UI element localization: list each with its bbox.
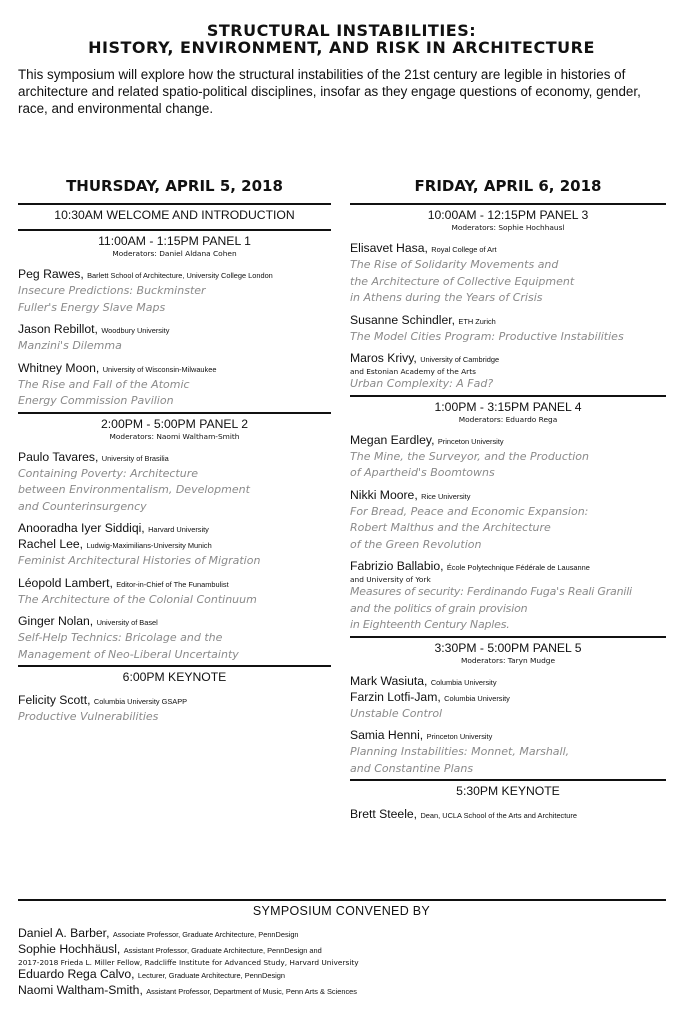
talk-title: Containing Poverty: Architecture between Environmentalism, Development and Counterinsurgency xyxy=(18,466,250,513)
speaker-name: Megan Eardley, xyxy=(350,432,435,447)
session-heading: 5:30PM KEYNOTE xyxy=(456,784,560,798)
speaker xyxy=(18,576,331,592)
speaker-affiliation: University of Brasilia xyxy=(101,453,169,463)
talk-title: Self-Help Technics: Bricolage and the Management of Neo-Liberal Uncertainty xyxy=(18,631,239,661)
speaker-name: Jason Rebillot, xyxy=(18,322,98,336)
talk-title: The Architecture of the Colonial Continuum xyxy=(18,592,257,606)
speaker xyxy=(350,488,666,504)
speaker-name: Brett Steele, xyxy=(350,807,418,821)
talk-title: The Rise and Fall of the Atomic Energy Commission Pavilion xyxy=(18,377,190,407)
speaker-name: Fabrizio Ballabio, xyxy=(350,559,444,573)
conveners-heading: SYMPOSIUM CONVENED BY xyxy=(252,904,431,918)
talk-title: For Bread, Peace and Economic Expansion: Robert Malthus and the Architecture of the Green Revolution xyxy=(350,504,589,551)
speaker-name: Rachel Lee, xyxy=(18,537,84,551)
speaker xyxy=(18,693,331,709)
speaker-name: Léopold Lambert, xyxy=(18,575,113,590)
speaker-name: Farzin Lotfi-Jam, xyxy=(350,689,441,704)
convener xyxy=(18,942,668,958)
speaker xyxy=(350,313,666,329)
session-heading: 6:00PM KEYNOTE xyxy=(122,670,227,684)
convener-name: Daniel A. Barber, xyxy=(18,926,110,940)
talk-title: The Mine, the Surveyor, and the Production of Apartheid's Boomtowns xyxy=(350,449,589,479)
thursday-column xyxy=(18,176,331,732)
speaker-name: Paulo Tavares, xyxy=(18,449,99,464)
speaker-name: Peg Rawes, xyxy=(18,267,84,281)
speaker-affiliation: École Polytechnique Fédérale de Lausanne xyxy=(446,563,590,572)
convener-name: Naomi Waltham-Smith, xyxy=(18,983,143,997)
speaker xyxy=(18,267,331,283)
convener-affiliation: Assistant Professor, Department of Music, Penn Arts & Sciences xyxy=(146,987,357,996)
speaker-affiliation: Dean, UCLA School of the Arts and Architecture xyxy=(420,811,577,820)
speaker-name: Maros Krivy, xyxy=(350,351,417,365)
speaker-affiliation: ETH Zurich xyxy=(458,316,496,326)
moderators: Moderators: Eduardo Rega xyxy=(458,414,558,424)
convener-affiliation: Lecturer, Graduate Architecture, PennDesign xyxy=(137,971,285,980)
conveners-list xyxy=(18,926,668,999)
speaker xyxy=(18,614,331,630)
talk-title: The Model Cities Program: Productive Instabilities xyxy=(350,329,624,343)
talk-title: Insecure Predictions: Buckminster Fuller's Energy Slave Maps xyxy=(18,284,206,314)
speaker-affiliation: Harvard University xyxy=(148,525,209,534)
convener-affiliation: 2017-2018 Frieda L. Miller Fellow, Radcliffe Institute for Advanced Study, Harvard University xyxy=(18,958,359,967)
talk-title: Productive Vulnerabilities xyxy=(18,710,159,723)
speaker xyxy=(350,559,666,575)
speaker-name: Nikki Moore, xyxy=(350,487,418,502)
session-heading: 3:30PM - 5:00PM PANEL 5 xyxy=(434,640,582,655)
speaker xyxy=(350,728,666,744)
convener xyxy=(18,926,668,942)
speaker-name: Mark Wasiuta, xyxy=(350,673,428,688)
speaker xyxy=(18,537,331,553)
speaker-name: Felicity Scott, xyxy=(18,693,91,707)
speaker-affiliation: Editor-in-Chief of The Funambulist xyxy=(116,579,229,589)
speaker-affiliation: University of Wisconsin-Milwaukee xyxy=(102,364,217,374)
day-heading: FRIDAY, APRIL 6, 2018 xyxy=(414,177,602,195)
moderators: Moderators: Daniel Aldana Cohen xyxy=(112,249,237,258)
speaker xyxy=(18,521,331,537)
speaker-affiliation: and Estonian Academy of the Arts xyxy=(350,367,476,376)
speaker xyxy=(350,674,666,690)
session-heading: 2:00PM - 5:00PM PANEL 2 xyxy=(101,416,248,431)
session-heading: 10:30AM WELCOME AND INTRODUCTION xyxy=(54,208,295,222)
convener-affiliation: Assistant Professor, Graduate Architecture, PennDesign and xyxy=(123,946,322,955)
speaker-affiliation: Columbia University xyxy=(444,693,510,703)
convener-name: Eduardo Rega Calvo, xyxy=(18,967,135,981)
talk-title: Unstable Control xyxy=(350,706,443,720)
moderators: Moderators: Sophie Hochhausl xyxy=(451,223,565,232)
speaker-name: Samia Henni, xyxy=(350,728,424,742)
convener-affiliation: Associate Professor, Graduate Architecture, PennDesign xyxy=(112,930,299,939)
speaker xyxy=(350,241,666,257)
speaker-affiliation: Columbia University GSAPP xyxy=(93,697,188,706)
intro-paragraph: This symposium will explore how the structural instabilities of the 21st century are legible in histories of architecture and related spatio-political disciplines, insofar as they engage questions of economy, gender, race, and environmental change. xyxy=(18,67,641,116)
convener-name: Sophie Hochhäusl, xyxy=(18,942,121,956)
title-line-1: STRUCTURAL INSTABILITIES: xyxy=(206,21,477,40)
day-heading: THURSDAY, APRIL 5, 2018 xyxy=(66,177,283,195)
speaker xyxy=(350,690,666,706)
talk-title: Feminist Architectural Histories of Migration xyxy=(18,554,261,567)
speaker xyxy=(350,433,666,449)
speaker-affiliation: Rice University xyxy=(421,491,471,501)
divider xyxy=(18,899,666,901)
speaker-affiliation: Columbia University xyxy=(430,677,497,687)
speaker-affiliation: University of Cambridge xyxy=(420,355,500,364)
speaker xyxy=(18,450,331,466)
moderators: Moderators: Taryn Mudge xyxy=(460,655,556,665)
talk-title: Measures of security: Ferdinando Fuga's Reali Granili and the politics of grain provision in Eighteenth Century Naples. xyxy=(350,585,632,631)
speaker-name: Anooradha Iyer Siddiqi, xyxy=(18,521,145,535)
speaker-affiliation: Barlett School of Architecture, University College London xyxy=(87,271,273,280)
talk-title: Planning Instabilities: Monnet, Marshall, and Constantine Plans xyxy=(350,745,570,775)
speaker-affiliation: and University of York xyxy=(350,575,431,584)
convener xyxy=(18,983,668,999)
speaker xyxy=(18,361,331,377)
session-heading: 10:00AM - 12:15PM PANEL 3 xyxy=(427,208,589,222)
speaker-affiliation: Princeton University xyxy=(426,732,493,741)
speaker-name: Susanne Schindler, xyxy=(350,312,456,327)
speaker-name: Whitney Moon, xyxy=(18,360,100,375)
session-heading: 1:00PM - 3:15PM PANEL 4 xyxy=(434,399,582,414)
speaker xyxy=(350,351,666,367)
title-line-2: HISTORY, ENVIRONMENT, AND RISK IN ARCHITECTURE xyxy=(88,38,595,57)
moderators: Moderators: Naomi Waltham-Smith xyxy=(109,431,240,441)
talk-title: Manzini's Dilemma xyxy=(18,339,122,352)
speaker xyxy=(18,322,331,338)
speaker-name: Elisavet Hasa, xyxy=(350,241,428,255)
speaker-affiliation: Ludwig-Maximilians-University Munich xyxy=(86,541,212,550)
speaker-affiliation: Woodbury University xyxy=(101,326,170,335)
friday-column xyxy=(350,176,666,823)
convener xyxy=(18,967,668,983)
session-heading: 11:00AM - 1:15PM PANEL 1 xyxy=(98,234,251,248)
talk-title: The Rise of Solidarity Movements and the Architecture of Collective Equipment in Athens during the Years of Crisis xyxy=(350,258,575,304)
talk-title: Urban Complexity: A Fad? xyxy=(350,377,494,390)
speaker-affiliation: Princeton University xyxy=(437,436,504,446)
speaker xyxy=(350,807,666,823)
speaker-affiliation: Royal College of Art xyxy=(431,245,497,254)
speaker-name: Ginger Nolan, xyxy=(18,614,94,628)
speaker-affiliation: University of Basel xyxy=(96,618,158,627)
